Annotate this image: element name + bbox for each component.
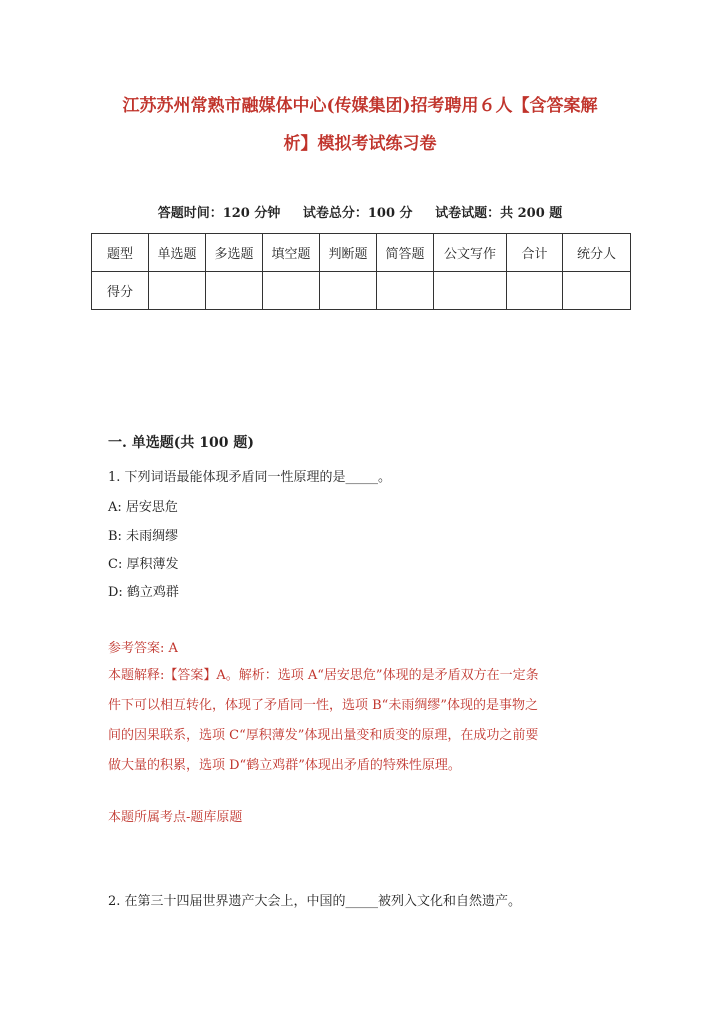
score-table-header-row <box>92 234 631 272</box>
question-2-stem: 2. 在第三十四届世界遗产大会上，中国的_____被列入文化和自然遗产。 <box>108 894 522 909</box>
exam-question-count: 试卷试题：共 200 题 <box>435 206 563 221</box>
score-table <box>91 233 631 310</box>
explanation-line: 本题解释:【答案】A。解析：选项 A“居安思危”体现的是矛盾双方在一定条 <box>108 668 539 683</box>
explanation-line: 件下可以相互转化，体现了矛盾同一性，选项 B“未雨绸缪”体现的是事物之 <box>108 698 538 713</box>
question-1-option-a: A: 居安思危 <box>108 500 178 515</box>
section-title: 一. 单选题(共 100 题) <box>108 435 254 451</box>
score-table-header: 多选题 <box>206 234 263 272</box>
document-title-line-2: 析】模拟考试练习卷 <box>283 134 437 154</box>
score-cell <box>149 272 206 310</box>
score-table-header: 填空题 <box>263 234 320 272</box>
question-1-answer: 参考答案: A <box>108 641 178 656</box>
question-1-source: 本题所属考点-题库原题 <box>108 810 243 825</box>
document-title-line-1: 江苏苏州常熟市融媒体中心(传媒集团)招考聘用６人【含答案解 <box>122 96 598 116</box>
score-table-score-row <box>92 272 631 310</box>
question-1-option-b: B: 未雨绸缪 <box>108 529 179 544</box>
score-table-header: 合计 <box>507 234 563 272</box>
score-cell <box>263 272 320 310</box>
score-cell <box>434 272 507 310</box>
score-cell <box>507 272 563 310</box>
score-table-header: 判断题 <box>320 234 377 272</box>
question-1-option-c: C: 厚积薄发 <box>108 557 179 572</box>
score-table-header: 统分人 <box>563 234 631 272</box>
exam-total-score: 试卷总分：100 分 <box>302 206 413 221</box>
score-table-header: 题型 <box>92 234 149 272</box>
exam-time: 答题时间：120 分钟 <box>157 206 281 221</box>
question-1-stem: 1. 下列词语最能体现矛盾同一性原理的是_____。 <box>108 470 392 485</box>
score-cell <box>206 272 263 310</box>
score-cell <box>377 272 434 310</box>
score-cell <box>320 272 377 310</box>
score-cell <box>563 272 631 310</box>
question-1-explanation <box>108 661 606 781</box>
score-row-label: 得分 <box>92 272 149 310</box>
question-1-option-d: D: 鹤立鸡群 <box>108 585 179 600</box>
explanation-line: 做大量的积累，选项 D“鹤立鸡群”体现出矛盾的特殊性原理。 <box>108 758 461 773</box>
explanation-line: 间的因果联系，选项 C“厚积薄发”体现出量变和质变的原理，在成功之前要 <box>108 728 539 743</box>
score-table-header: 公文写作 <box>434 234 507 272</box>
score-table-header: 单选题 <box>149 234 206 272</box>
exam-info <box>92 202 628 221</box>
score-table-header: 简答题 <box>377 234 434 272</box>
